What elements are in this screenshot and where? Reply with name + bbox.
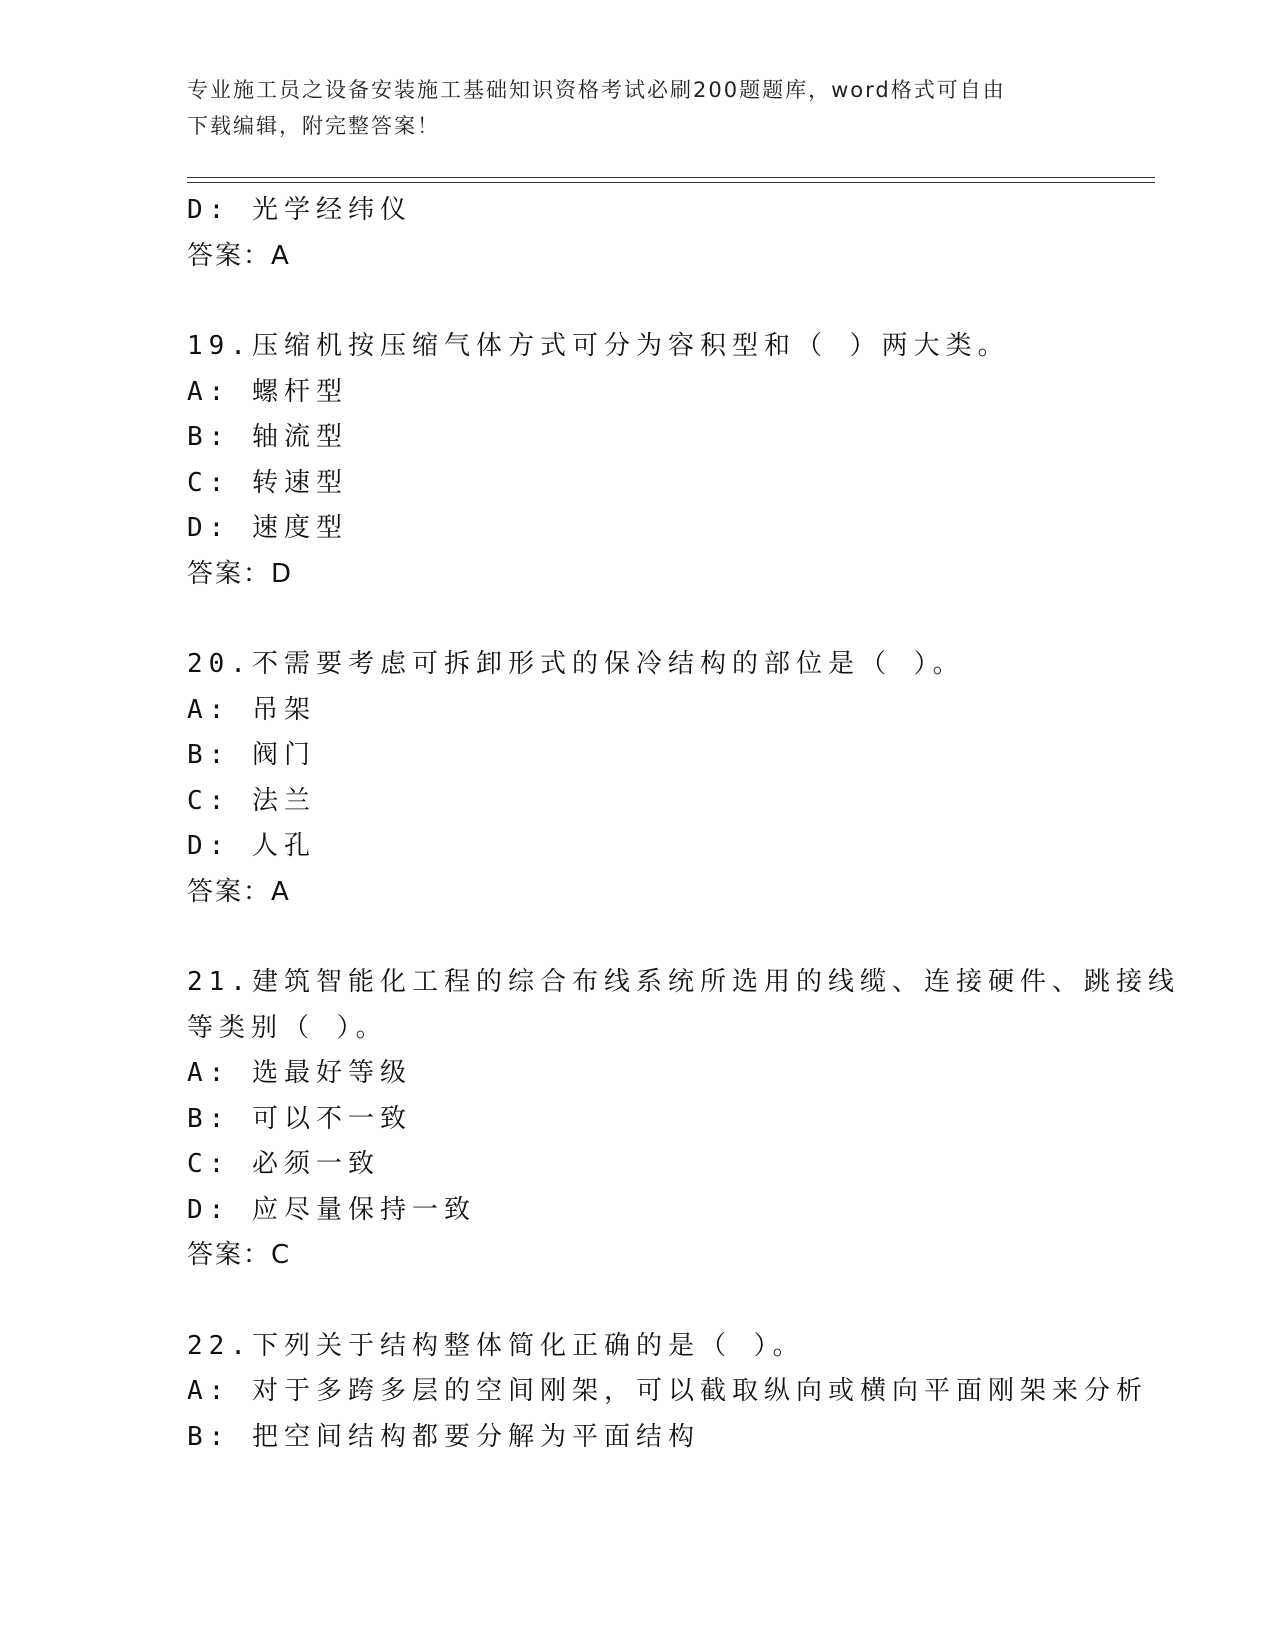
option-a: A: 选最好等级 (187, 1058, 412, 1088)
option-d: D: 应尽量保持一致 (187, 1194, 476, 1225)
question-stem: 22.下列关于结构整体简化正确的是（ ）。 (187, 1330, 805, 1361)
option-d: D: 速度型 (187, 513, 348, 543)
question-22 (187, 1324, 1147, 1461)
answer: 答案：D (187, 558, 294, 589)
document-header (187, 72, 1067, 144)
option-b: B: 阀门 (187, 740, 316, 770)
header-line-2: 下载编辑，附完整答案！ (187, 114, 440, 138)
question-20 (187, 642, 1147, 915)
document-body (187, 188, 1180, 1460)
question-stem-line-2: 等类别（ ）。 (187, 1012, 388, 1043)
question-19 (187, 324, 1147, 597)
option-c: C: 法兰 (187, 785, 316, 816)
option-d: D: 人孔 (187, 831, 316, 861)
option-b: B: 轴流型 (187, 422, 348, 452)
header-rule-bottom (187, 182, 1155, 183)
option-b: B: 把空间结构都要分解为平面结构 (187, 1421, 700, 1452)
answer: 答案：A (187, 876, 291, 907)
question-21 (187, 960, 1180, 1279)
option-a: A: 螺杆型 (187, 376, 348, 407)
question-18-tail (187, 188, 1147, 279)
question-stem-line-1: 21.建筑智能化工程的综合布线系统所选用的线缆、连接硬件、跳接线 (187, 967, 1180, 997)
option-a: A: 吊架 (187, 694, 316, 725)
answer: 答案：C (187, 1240, 292, 1270)
answer: 答案：A (187, 240, 291, 271)
option-c: C: 转速型 (187, 467, 348, 498)
header-line-1: 专业施工员之设备安装施工基础知识资格考试必刷200题题库，word格式可自由 (187, 78, 1006, 102)
option-d: D: 光学经纬仪 (187, 195, 412, 225)
option-a: A: 对于多跨多层的空间刚架，可以截取纵向或横向平面刚架来分析 (187, 1376, 1148, 1406)
option-c: C: 必须一致 (187, 1149, 380, 1179)
header-rule-top (187, 177, 1155, 178)
option-b: B: 可以不一致 (187, 1103, 412, 1134)
question-stem: 20.不需要考虑可拆卸形式的保冷结构的部位是（ ）。 (187, 649, 965, 679)
question-stem: 19.压缩机按压缩气体方式可分为容积型和（ ）两大类。 (187, 331, 1010, 361)
